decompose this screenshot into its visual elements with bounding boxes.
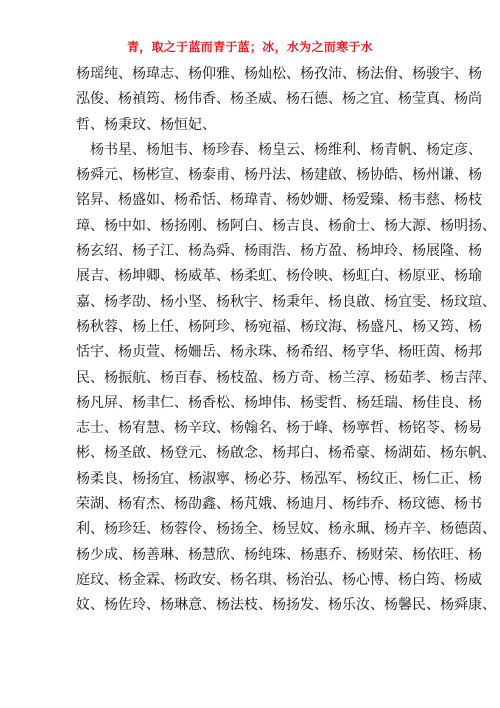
text-line: 璋、杨中如、杨扬刚、杨阿白、杨吉良、杨俞士、杨大源、杨明扬、 xyxy=(76,217,496,234)
text-line: 杨玄绍、杨子江、杨為舜、杨雨浩、杨方盈、杨坤玲、杨展隆、杨 xyxy=(76,243,482,260)
text-line: 杨秋蓉、杨上任、杨阿珍、杨宛福、杨玟海、杨盛凡、杨又筠、杨 xyxy=(76,318,482,335)
text-line: 志士、杨宥慧、杨辛玟、杨翰名、杨于峰、杨寧哲、杨铭苓、杨易 xyxy=(76,420,482,437)
text-line: 杨柔良、杨扬宜、杨淑寧、杨必芬、杨泓军、杨纹正、杨仁正、杨 xyxy=(76,470,482,487)
text-line: 杨少成、杨善琳、杨慧欣、杨纯珠、杨惠乔、杨财荣、杨依旺、杨 xyxy=(76,546,482,563)
text-line: 杨瑶纯、杨瑋志、杨仰雅、杨灿松、杨孜沛、杨法佾、杨骏宇、杨 xyxy=(76,66,482,82)
text-line: 杨书星、杨旭韦、杨珍春、杨皇云、杨维利、杨青帆、杨定彦、 xyxy=(90,141,482,158)
page-header-quote: 青，取之于蓝而青于蓝；冰，水为之而寒于水 xyxy=(126,40,373,54)
text-line: 恬宇、杨贞萱、杨姍岳、杨永珠、杨希绍、杨亨华、杨旺茵、杨邦 xyxy=(76,344,482,361)
text-line: 庭玟、杨金霖、杨政安、杨名琪、杨治弘、杨心博、杨白筠、杨威 xyxy=(76,571,482,588)
text-line: 哲、杨秉玟、杨恒妃、 xyxy=(76,116,216,133)
text-line: 妏、杨佐玲、杨琳意、杨法枝、杨扬发、杨乐汝、杨馨民、杨舜康、 xyxy=(76,597,496,614)
text-line: 泓俊、杨禎筠、杨伟香、杨圣威、杨石德、杨之宜、杨莹真、杨尚 xyxy=(76,91,482,108)
text-line: 嘉、杨孝劭、杨小坚、杨秋宇、杨秉年、杨良啟、杨宜雯、杨玟瑄、 xyxy=(76,293,496,310)
text-line: 荣湖、杨宥杰、杨劭鑫、杨芃娥、杨迪月、杨纬乔、杨玟德、杨书 xyxy=(76,496,482,513)
text-line: 铭昇、杨盛如、杨希恬、杨瑋青、杨妙姗、杨爱臻、杨韦慈、杨枝 xyxy=(76,192,482,209)
paragraph-1 xyxy=(76,62,482,138)
name-list-body xyxy=(76,62,496,619)
text-line: 彬、杨圣啟、杨登元、杨啟念、杨邦白、杨希豪、杨湖茹、杨东帆、 xyxy=(76,445,496,462)
text-line: 杨舜元、杨彬宣、杨泰甫、杨丹法、杨建啟、杨协皓、杨州谦、杨 xyxy=(76,167,482,184)
text-line: 展吉、杨坤卿、杨威革、杨柔虹、杨伶映、杨虹白、杨原亚、杨瑜 xyxy=(76,268,482,285)
text-line: 利、杨珍廷、杨蓉伶、杨扬全、杨昱妏、杨永珮、杨卉辛、杨德茵、 xyxy=(76,521,496,538)
paragraph-2 xyxy=(76,138,496,619)
text-line: 民、杨振航、杨百春、杨枝盈、杨方奇、杨兰淳、杨茹孝、杨吉萍、 xyxy=(76,369,496,386)
text-line: 杨凡屏、杨聿仁、杨香松、杨坤伟、杨雯哲、杨廷瑞、杨佳良、杨 xyxy=(76,394,482,411)
